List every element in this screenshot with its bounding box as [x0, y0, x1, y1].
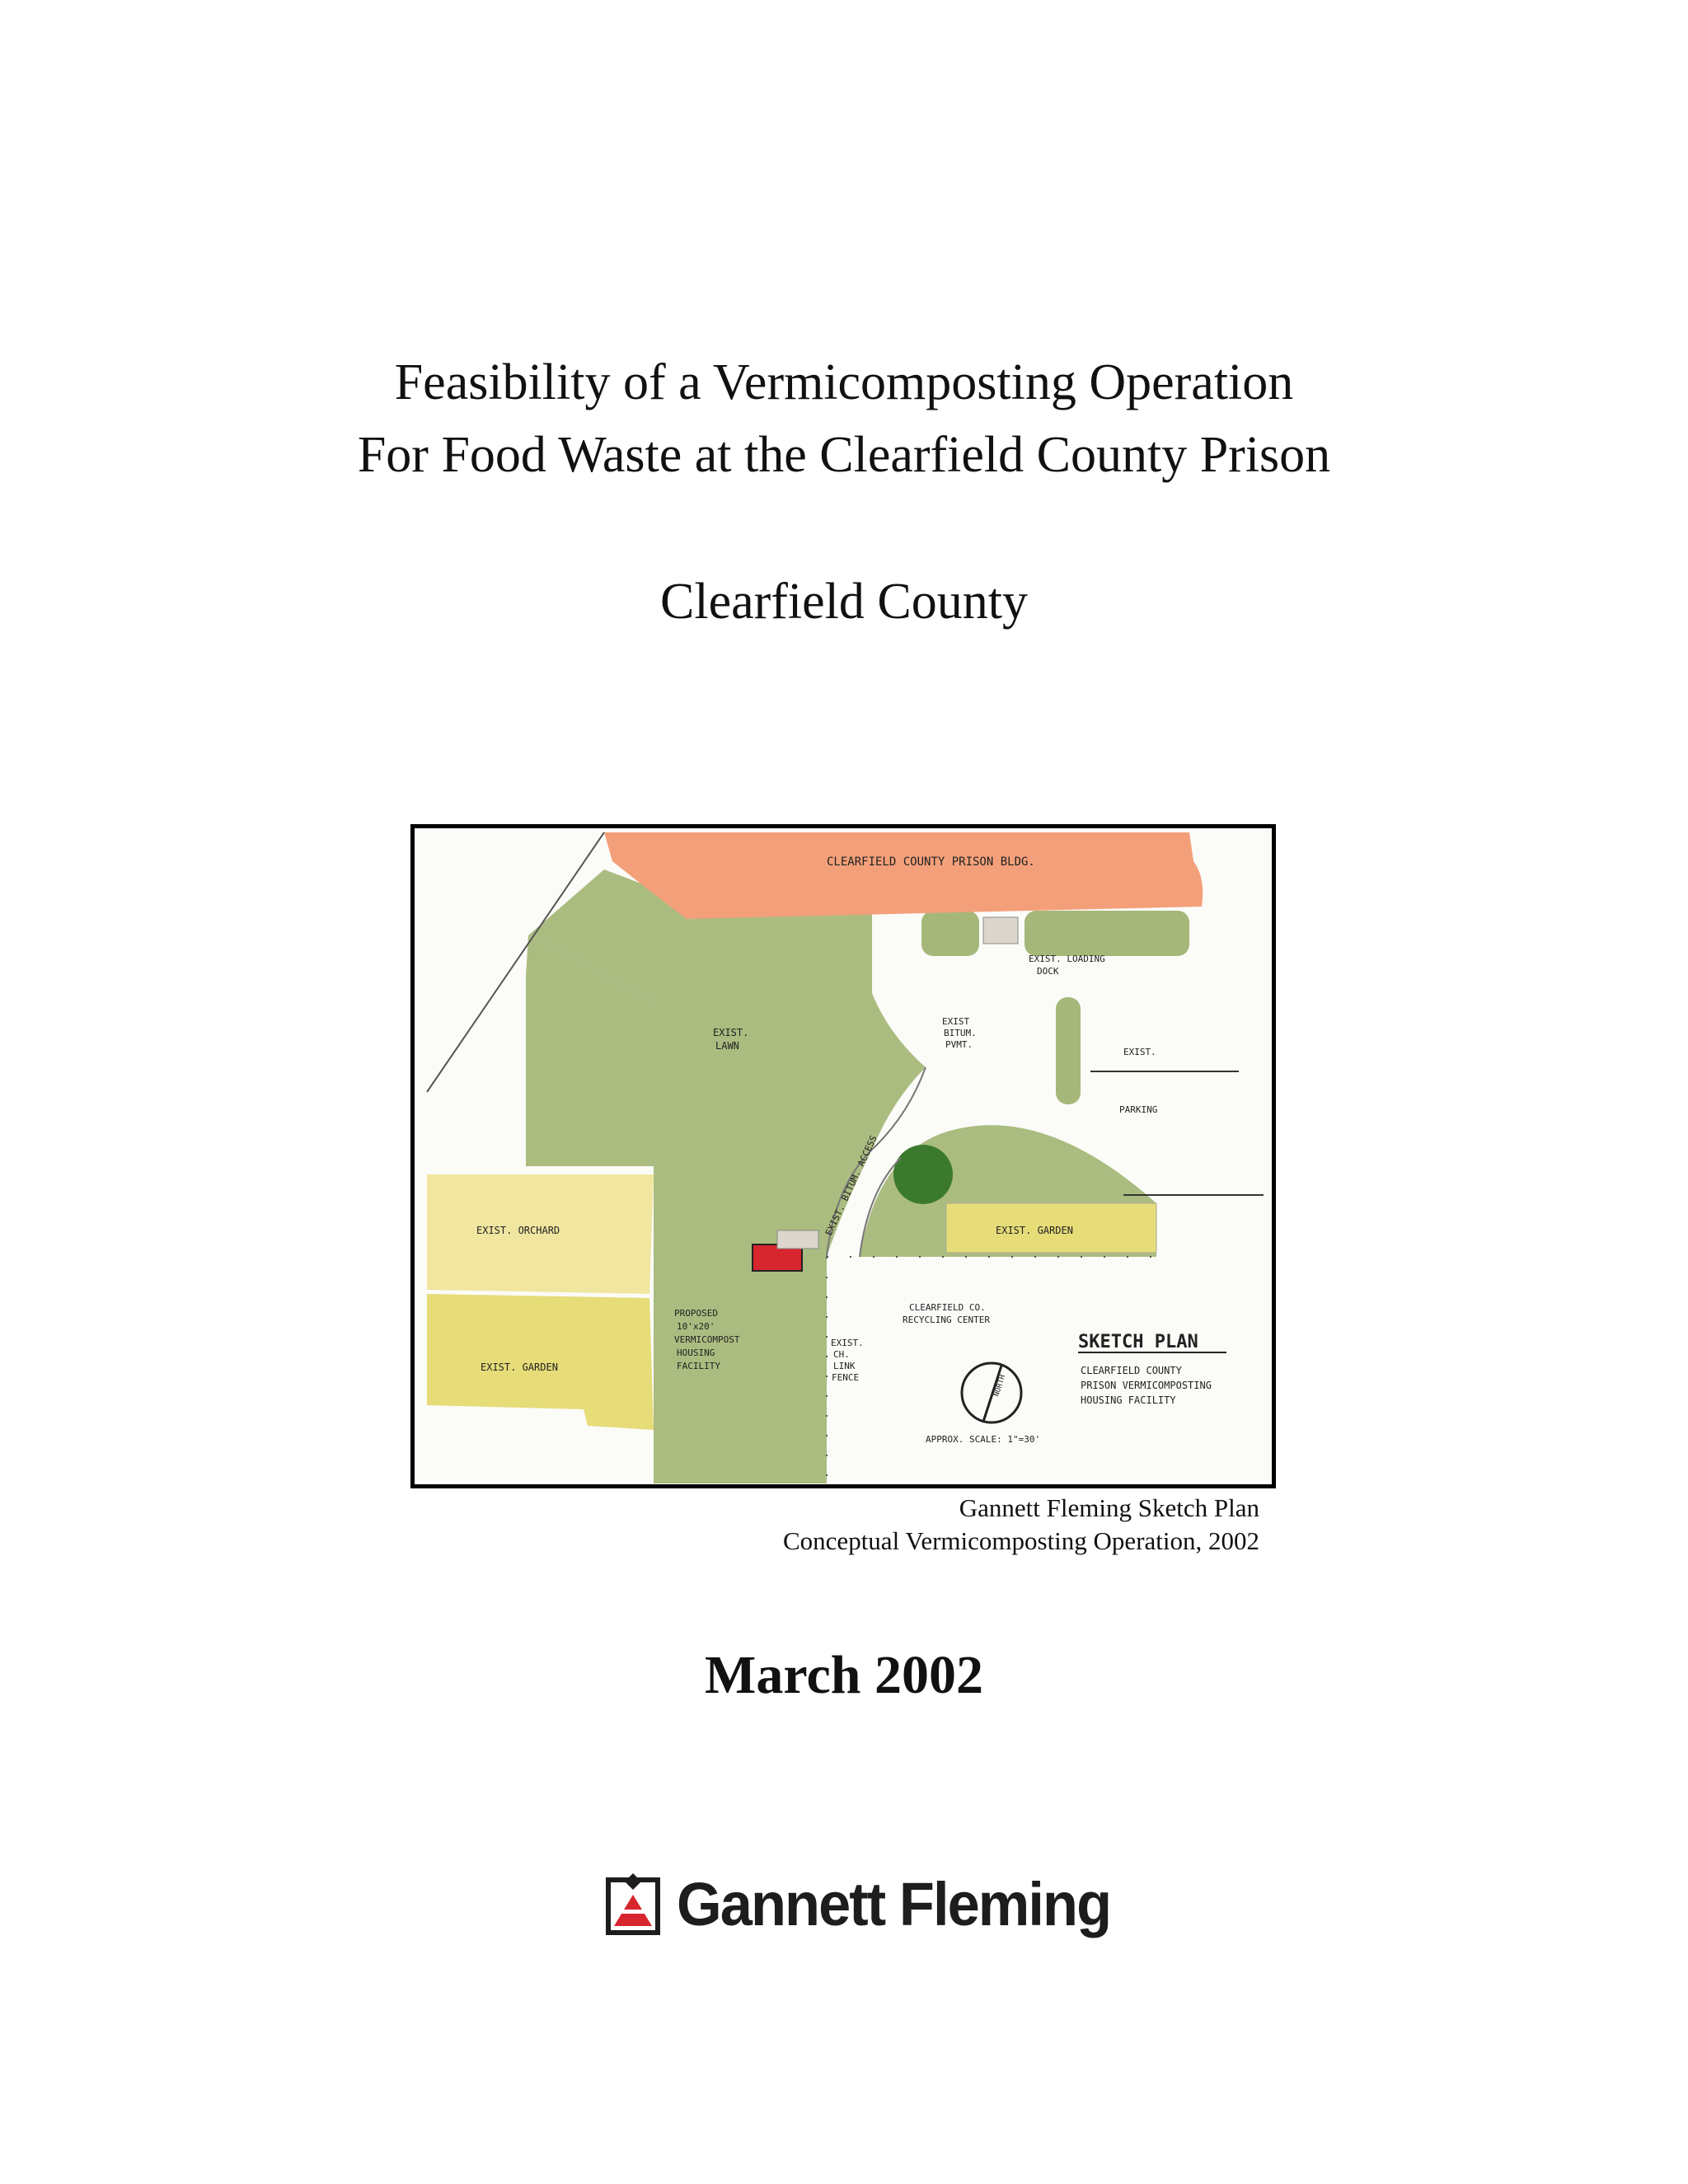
label-fence-2: CH. — [833, 1349, 850, 1360]
logo-text: Gannett Fleming — [677, 1869, 1111, 1938]
label-loading-dock-1: EXIST. LOADING — [1029, 954, 1105, 964]
sketch-plan-figure — [410, 824, 1276, 1488]
prison-building — [604, 832, 1203, 919]
label-sketch-title: SKETCH PLAN — [1078, 1332, 1198, 1352]
caption-line-1: Gannett Fleming Sketch Plan — [959, 1493, 1259, 1522]
title-line-1: Feasibility of a Vermicomposting Operation — [394, 354, 1294, 410]
label-bitum-3: PVMT. — [945, 1039, 973, 1050]
label-parking-2: PARKING — [1119, 1104, 1158, 1115]
title-line-2: For Food Waste at the Clearfield County Prison — [357, 427, 1331, 483]
label-recycling-2: RECYCLING CENTER — [903, 1315, 990, 1325]
caption-line-2: Conceptual Vermicomposting Operation, 2002 — [783, 1526, 1259, 1555]
label-parking-1: EXIST. — [1123, 1047, 1156, 1057]
loading-dock — [983, 917, 1018, 944]
parking-island-center — [1056, 997, 1081, 1104]
label-proposed-2: 10'x20' — [677, 1321, 715, 1332]
label-prison-building: CLEARFIELD COUNTY PRISON BLDG. — [827, 855, 1035, 869]
label-sketch-sub-3: HOUSING FACILITY — [1081, 1394, 1176, 1406]
document-subtitle: Clearfield County — [660, 574, 1028, 630]
label-lawn-1: EXIST. — [713, 1027, 749, 1038]
gannett-fleming-logo-icon — [606, 1872, 660, 1936]
gannett-fleming-logo — [606, 1867, 1133, 1941]
label-proposed-5: FACILITY — [677, 1361, 720, 1371]
sketch-plan-drawing — [415, 828, 1272, 1484]
label-loading-dock-2: DOCK — [1037, 966, 1059, 977]
label-sketch-sub-2: PRISON VERMICOMPOSTING — [1081, 1380, 1212, 1391]
figure-caption — [783, 1492, 1259, 1558]
label-recycling-1: CLEARFIELD CO. — [909, 1302, 986, 1313]
tree — [893, 1145, 953, 1204]
label-lawn-2: LAWN — [715, 1040, 739, 1052]
label-bitum-1: EXIST — [942, 1016, 970, 1027]
label-north: NORTH — [992, 1374, 1008, 1398]
label-garden-left: EXIST. GARDEN — [481, 1361, 558, 1373]
parking-island-right — [1025, 911, 1189, 956]
label-fence-1: EXIST. — [831, 1338, 864, 1348]
proposed-pad — [777, 1230, 818, 1249]
label-proposed-4: HOUSING — [677, 1347, 715, 1358]
label-access: EXIST. BITUM. ACCESS — [823, 1133, 879, 1238]
label-proposed-3: VERMICOMPOST — [674, 1334, 740, 1345]
label-bitum-2: BITUM. — [944, 1028, 977, 1038]
document-title — [0, 346, 1688, 491]
label-scale: APPROX. SCALE: 1"=30' — [926, 1434, 1041, 1445]
label-proposed-1: PROPOSED — [674, 1308, 718, 1319]
document-date: March 2002 — [705, 1645, 983, 1705]
label-garden-right: EXIST. GARDEN — [996, 1225, 1073, 1236]
label-sketch-sub-1: CLEARFIELD COUNTY — [1081, 1365, 1182, 1376]
label-fence-4: FENCE — [832, 1372, 860, 1383]
label-orchard: EXIST. ORCHARD — [476, 1225, 560, 1236]
label-fence-3: LINK — [833, 1361, 856, 1371]
parking-island-left — [921, 911, 979, 956]
